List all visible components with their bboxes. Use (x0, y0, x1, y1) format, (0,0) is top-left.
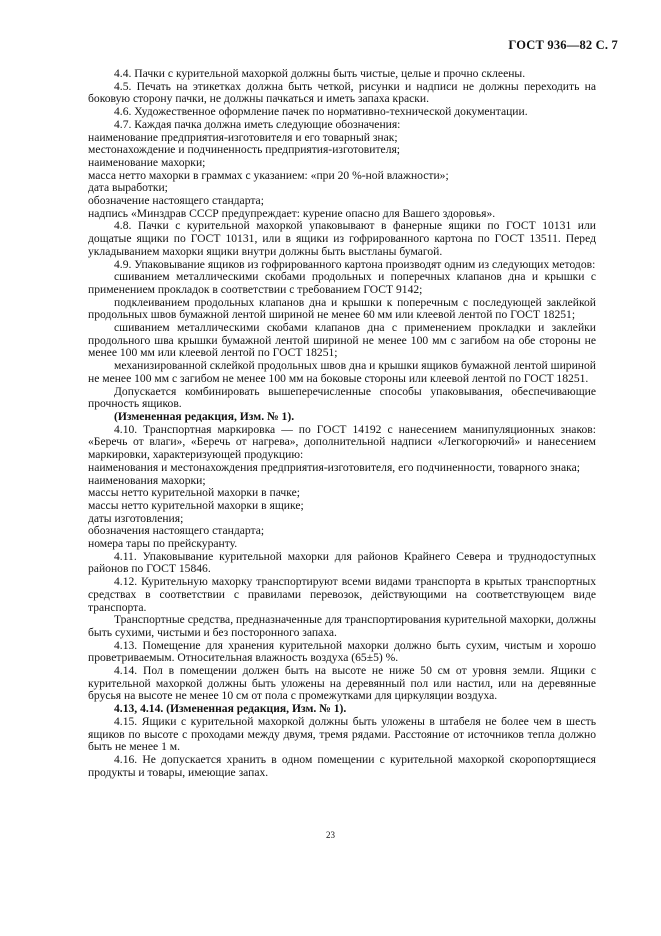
paragraph: обозначения настоящего стандарта; (88, 524, 265, 538)
paragraph: Транспортные средства, предназначенные для транспортирования курительной махорки, должны быть сухими, чистыми и без посторонного запаха. (88, 613, 596, 639)
paragraph: надпись «Минздрав СССР предупреждает: курение опасно для Вашего здоровья». (88, 206, 496, 220)
paragraph: обозначение настоящего стандарта; (88, 194, 264, 208)
paragraph: 4.14. Пол в помещении должен быть на высоте не ниже 50 см от уровня земли. Ящики с курительной махоркой должны быть уложены на деревянный пол или настил, или на деревянные брусья на высоте не менее 10 см от пола с промежутками для циркуляции воздуха. (88, 664, 596, 703)
paragraph: подклеиванием продольных клапанов дна и крышки к поперечным с последующей заклейкой продольных швов бумажной лентой шириной не менее 60 мм или клеевой лентой по ГОСТ 18251; (88, 295, 596, 322)
page-number: 23 (326, 830, 335, 840)
paragraph: сшиванием металлическими скобами клапанов дна с применением прокладки и заклейки продольного шва крышки бумажной лентой шириной не менее 100 мм с загибом на обе стороны не менее 100 мм или клеевой лентой по ГОСТ 18251; (88, 321, 596, 360)
paragraph: массы нетто курительной махорки в ящике; (88, 498, 304, 512)
paragraph: местонахождение и подчиненность предприятия-изготовителя; (88, 143, 401, 157)
paragraph: дата выработки; (88, 181, 168, 195)
paragraph: масса нетто махорки в граммах с указанием: «при 20 %-ной влажности»; (88, 168, 449, 182)
paragraph: 4.16. Не допускается хранить в одном помещении с курительной махоркой скоропортящиеся продукты и товары, имеющие запах. (88, 752, 596, 779)
paragraph: наименование махорки; (88, 155, 206, 169)
paragraph: массы нетто курительной махорки в пачке; (88, 486, 300, 500)
paragraph: 4.9. Упаковывание ящиков из гофрированного картона производят одним из следующих методов: (114, 257, 596, 271)
paragraph: 4.11. Упаковывание курительной махорки для районов Крайнего Севера и труднодоступных районов по ГОСТ 15846. (88, 549, 596, 576)
paragraph: (Измененная редакция, Изм. № 1). (114, 409, 295, 423)
paragraph: даты изготовления; (88, 511, 184, 525)
paragraph: механизированной склейкой продольных швов дна и крышки ящиков бумажной лентой шириной не менее 100 мм с загибом не менее 100 мм на боковые стороны или клеевой лентой по ГОСТ 18251. (88, 359, 596, 385)
document-body (88, 68, 596, 779)
paragraph: номера тары по прейскуранту. (88, 537, 238, 551)
paragraph: 4.15. Ящики с курительной махоркой должны быть уложены в штабеля не более чем в шесть ящиков по высоте с проходами между двумя, тремя рядами. Расстояние от источников тепла должно быть не менее 1 м. (88, 714, 596, 754)
paragraph: 4.12. Курительную махорку транспортируют всеми видами транспорта в крытых транспортных средствах в соответствии с правилами перевозок, действующими на соответствующем виде транспорта. (88, 575, 596, 614)
paragraph: 4.6. Художественное оформление пачек по нормативно-технической документации. (114, 105, 528, 119)
paragraph: наименование предприятия-изготовителя и его товарный знак; (88, 130, 398, 144)
paragraph: наименования махорки; (88, 473, 206, 487)
paragraph: 4.10. Транспортная маркировка — по ГОСТ 14192 с нанесением манипуляционных знаков: «Беречь от влаги», «Беречь от нагрева», дополнительной надписи «Легкогорючий» и нанесением маркировки, характеризующей продукцию: (88, 422, 596, 462)
paragraph: Допускается комбинировать вышеперечисленные способы упаковывания, обеспечивающие прочность ящиков. (88, 384, 596, 411)
paragraph: наименования и местонахождения предприятия-изготовителя, его подчиненности, товарного знака; (88, 460, 580, 474)
paragraph: 4.8. Пачки с курительной махоркой упаковывают в фанерные ящики по ГОСТ 10131 или дощатые ящики по ГОСТ 10131, или в ящики из гофрированного картона по ГОСТ 13511. Перед укладыванием махорки ящики внутри должны быть выстланы бумагой. (88, 219, 596, 258)
paragraph: 4.5. Печать на этикетках должна быть четкой, рисунки и надписи не должны переходить на боковую сторону пачки, не должны пачкаться и иметь запаха краски. (88, 79, 596, 106)
paragraph: 4.7. Каждая пачка должна иметь следующие обозначения: (114, 117, 401, 131)
page-header: ГОСТ 936—82 С. 7 (508, 38, 618, 52)
paragraph: 4.13, 4.14. (Измененная редакция, Изм. № 1). (114, 702, 347, 716)
paragraph: 4.4. Пачки с курительной махоркой должны быть чистые, целые и прочно склеены. (114, 67, 526, 80)
paragraph: сшиванием металлическими скобами продольных и поперечных клапанов дна и крышки с применением прокладок в соответствии с требованием ГОСТ 9142; (88, 270, 596, 296)
paragraph: 4.13. Помещение для хранения курительной махорки должно быть сухим, чистым и хорошо проветриваемым. Относительная влажность воздуха (65±5) %. (88, 638, 596, 665)
